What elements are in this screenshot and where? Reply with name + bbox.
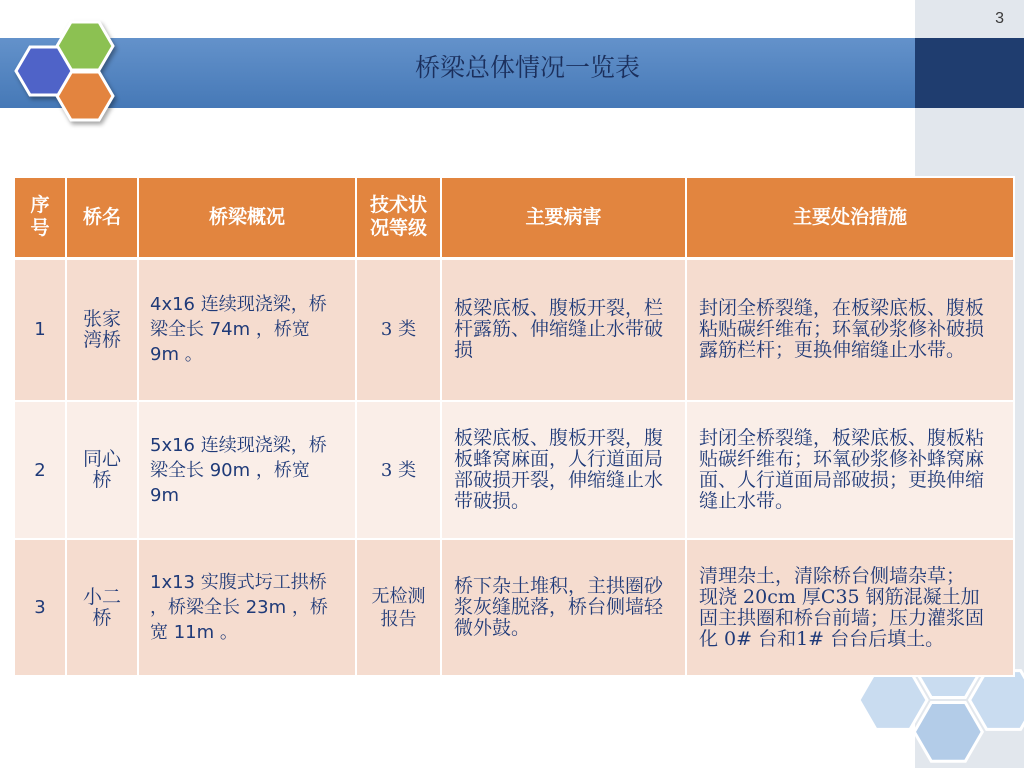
hexagon-pale-bottom <box>914 703 982 762</box>
table-row <box>14 539 1014 676</box>
cell-overview: 4x16 连续现浇梁，桥 梁全长 74m ，桥宽 9m 。 <box>138 258 356 401</box>
cell-bridge-name: 张家 湾桥 <box>66 258 138 401</box>
hexagon-blue <box>16 47 72 95</box>
cell-overview: 5x16 连续现浇梁，桥 梁全长 90m ，桥宽 9m <box>138 401 356 539</box>
header-measures: 主要处治措施 <box>686 177 1014 258</box>
cell-index: 3 <box>14 539 66 676</box>
cell-overview: 1x13 实腹式圬工拱桥 ，桥梁全长 23m ，桥 宽 11m 。 <box>138 539 356 676</box>
hexagon-logo <box>8 16 126 126</box>
cell-grade: 3 类 <box>356 258 441 401</box>
table-row <box>14 401 1014 539</box>
header-grade: 技术状 况等级 <box>356 177 441 258</box>
page-number: 3 <box>995 10 1004 27</box>
cell-measures: 清理杂土，清除桥台侧墙杂草； 现浇 20cm 厚C35 钢筋混凝土加 固主拱圈和桥台前墙；压力灌浆固 化 0# 台和1# 台台后填土。 <box>686 539 1014 676</box>
header-defects: 主要病害 <box>441 177 686 258</box>
cell-measures: 封闭全桥裂缝，在板梁底板、腹板 粘贴碳纤维布；环氧砂浆修补破损 露筋栏杆；更换伸缩缝止水带。 <box>686 258 1014 401</box>
cell-index: 1 <box>14 258 66 401</box>
hexagon-pale-left <box>859 671 927 730</box>
cell-defects: 桥下杂土堆积，主拱圈砂 浆灰缝脱落，桥台侧墙轻 微外鼓。 <box>441 539 686 676</box>
hexagon-pale-right <box>970 671 1024 730</box>
title-bar <box>0 38 915 108</box>
cell-bridge-name: 小二 桥 <box>66 539 138 676</box>
cell-measures: 封闭全桥裂缝，板梁底板、腹板粘 贴碳纤维布；环氧砂浆修补蜂窝麻 面、人行道面局部破损；更换伸缩 缝止水带。 <box>686 401 1014 539</box>
title-bar-dark-block <box>915 38 1024 108</box>
cell-defects: 板梁底板、腹板开裂，腹 板蜂窝麻面，人行道面局 部破损开裂，伸缩缝止水 带破损。 <box>441 401 686 539</box>
header-overview: 桥梁概况 <box>138 177 356 258</box>
cell-grade: 3 类 <box>356 401 441 539</box>
cell-index: 2 <box>14 401 66 539</box>
header-bridge-name: 桥名 <box>66 177 138 258</box>
header-index: 序 号 <box>14 177 66 258</box>
cell-grade: 无检测 报告 <box>356 539 441 676</box>
slide-title: 桥梁总体情况一览表 <box>414 53 640 82</box>
cell-bridge-name: 同心 桥 <box>66 401 138 539</box>
table-header-row <box>14 177 1014 258</box>
table-row <box>14 258 1014 401</box>
table-body <box>14 258 1014 676</box>
cell-defects: 板梁底板、腹板开裂，栏 杆露筋、伸缩缝止水带破 损 <box>441 258 686 401</box>
table-header <box>14 177 1014 258</box>
bridge-summary-table <box>13 176 1015 677</box>
